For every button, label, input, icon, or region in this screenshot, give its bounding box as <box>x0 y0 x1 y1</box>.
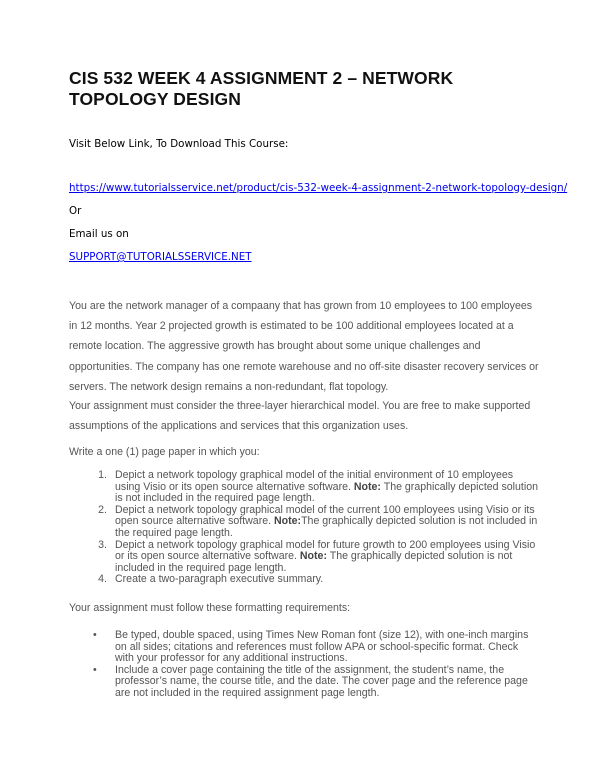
task-note-text: The graphically depicted solution is not included in the required page length. <box>115 480 539 505</box>
bullet-icon: • <box>93 663 97 676</box>
support-email-line <box>69 251 252 264</box>
requirement-item <box>69 665 539 700</box>
task-item <box>69 540 539 575</box>
write-paper-text: Write a one (1) page paper in which you: <box>69 446 260 458</box>
task-list <box>69 470 539 586</box>
support-email-link[interactable]: SUPPORT@TUTORIALSSERVICE.NET <box>69 251 252 263</box>
task-note-label: Note: <box>274 515 302 528</box>
or-text: Or <box>69 205 82 217</box>
task-item <box>69 470 539 505</box>
task-text: Depict a network topology graphical model of the current 100 employees using Visio or its open source alternative software. <box>115 503 535 528</box>
requirement-item <box>69 630 539 665</box>
visit-text: Visit Below Link, To Download This Course: <box>69 138 289 150</box>
assignment-paragraph: Your assignment must consider the three-layer hierarchical model. You are free to make supported assumptions of the applications and services that this organization uses. <box>69 400 531 433</box>
document-title: CIS 532 WEEK 4 ASSIGNMENT 2 – NETWORK TOPOLOGY DESIGN <box>69 68 454 109</box>
task-number: 1. <box>98 469 107 481</box>
requirements-list <box>69 630 539 700</box>
intro-paragraph: You are the network manager of a compaany that has grown from 10 employees to 100 employees in 12 months. Year 2 projected growth is estimated to be 100 additional employees located at a remote location. The aggressive growth has brought about some unique challenges and opportunities. The company has one remote warehouse and no off-site disaster recovery services or servers. The network design remains a non-redundant, flat topology. <box>69 300 539 393</box>
course-link[interactable]: https://www.tutorialsservice.net/product/cis-532-week-4-assignment-2-network-topology-design/ <box>69 182 568 194</box>
course-link-line <box>69 182 567 195</box>
bullet-icon: • <box>93 629 97 641</box>
task-text: Depict a network topology graphical model for future growth to 200 employees using Visio or its open source alternative software. <box>115 538 536 563</box>
task-note-text: The graphically depicted solution is not included in the required page length. <box>115 550 513 574</box>
task-note-label: Note: <box>353 480 381 493</box>
email-text: Email us on <box>69 228 129 240</box>
task-number: 2. <box>98 503 107 516</box>
task-number: 4. <box>98 573 107 586</box>
task-item <box>69 505 539 540</box>
task-note-text: The graphically depicted solution is not included in the required page length. <box>115 515 538 539</box>
task-item <box>69 574 539 586</box>
formatting-text: Your assignment must follow these formatting requirements: <box>69 602 351 614</box>
task-note-label: Note: <box>299 550 327 563</box>
task-number: 3. <box>98 538 107 551</box>
requirement-text: Be typed, double spaced, using Times New Roman font (size 12), with one-inch margins on all sides; citations and references must follow APA or school-specific format. Check with your professor for any additional instructions. <box>115 629 529 665</box>
task-text: Create a two-paragraph executive summary. <box>115 573 324 586</box>
requirement-text: Include a cover page containing the title of the assignment, the student’s name, the professor’s name, the course title, and the date. The cover page and the reference page are not included in the required assignment page length. <box>115 663 528 699</box>
task-text: Depict a network topology graphical model of the initial environment of 10 employees using Visio or its open source alternative software. <box>115 469 514 493</box>
